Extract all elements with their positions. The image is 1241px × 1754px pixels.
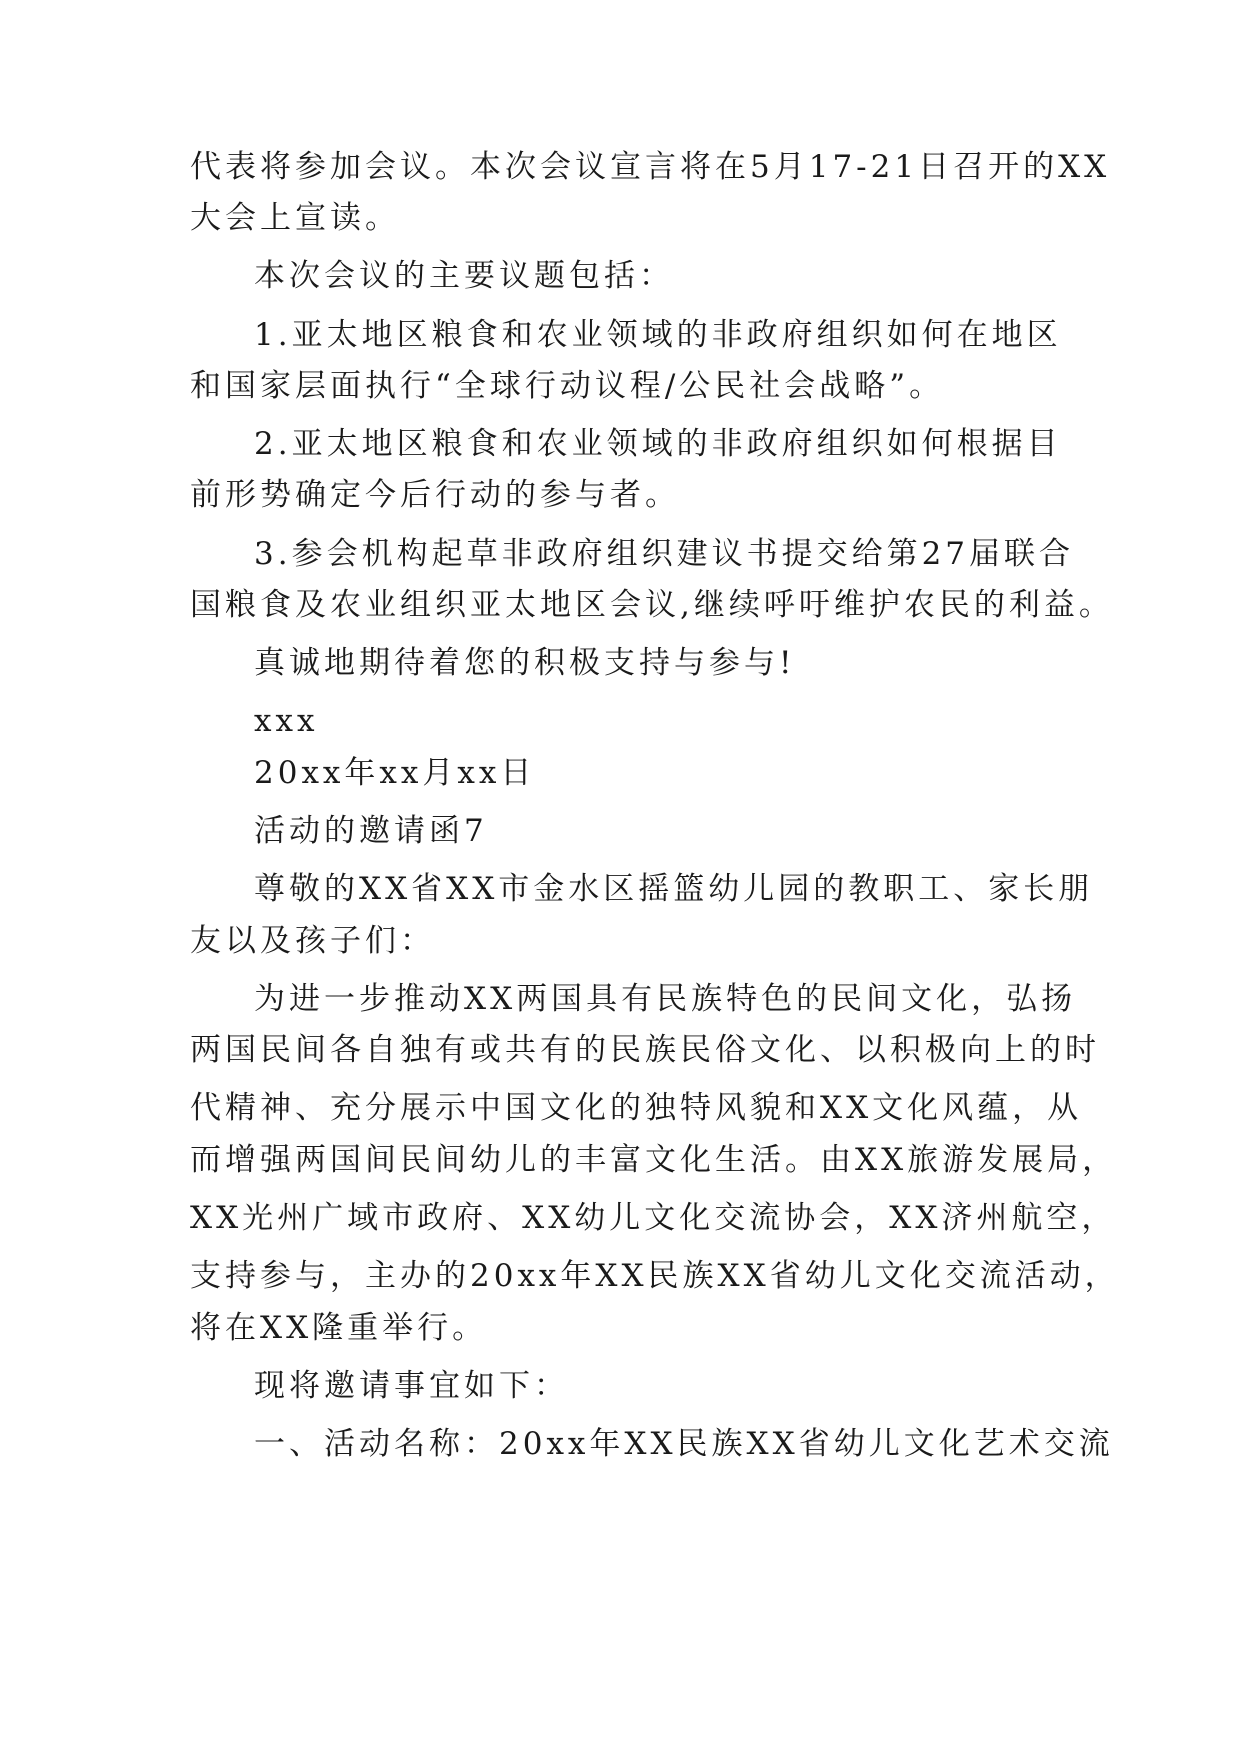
- text-line: 3.参会机构起草非政府组织建议书提交给第27届联合: [254, 536, 1075, 572]
- text-line: 现将邀请事宜如下：: [254, 1368, 569, 1404]
- text-line: 真诚地期待着您的积极支持与参与!: [254, 645, 796, 681]
- text-line: 两国民间各自独有或共有的民族民俗文化、以积极向上的时: [190, 1032, 1100, 1068]
- text-line: 将在XX隆重举行。: [190, 1310, 488, 1346]
- text-line: 友以及孩子们：: [190, 923, 435, 959]
- text-line: XX光州广域市政府、XX幼儿文化交流协会，XX济州航空，: [190, 1200, 1117, 1236]
- text-line: 2.亚太地区粮食和农业领域的非政府组织如何根据目: [254, 426, 1062, 462]
- text-line: 为进一步推动XX两国具有民族特色的民间文化，弘扬: [254, 981, 1077, 1017]
- text-line: 一、活动名称：20xx年XX民族XX省幼儿文化艺术交流: [254, 1426, 1114, 1462]
- text-line: 和国家层面执行“全球行动议程/公民社会战略”。: [190, 368, 945, 404]
- text-line: 而增强两国间民间幼儿的丰富文化生活。由XX旅游发展局，: [190, 1142, 1118, 1178]
- text-line: 国粮食及农业组织亚太地区会议,继续呼吁维护农民的利益。: [190, 587, 1114, 623]
- text-line: 20xx年xx月xx日: [254, 755, 536, 791]
- text-line: 尊敬的XX省XX市金水区摇篮幼儿园的教职工、家长朋: [254, 871, 1094, 907]
- text-line: xxx: [254, 703, 319, 739]
- text-line: 代表将参加会议。本次会议宣言将在5月17-21日召开的XX: [190, 149, 1111, 185]
- text-line: 1.亚太地区粮食和农业领域的非政府组织如何在地区: [254, 317, 1062, 353]
- text-line: 活动的邀请函7: [254, 813, 488, 849]
- text-line: 前形势确定今后行动的参与者。: [190, 477, 680, 513]
- text-line: 支持参与，主办的20xx年XX民族XX省幼儿文化交流活动，: [190, 1258, 1120, 1294]
- text-line: 大会上宣读。: [190, 200, 400, 236]
- text-line: 本次会议的主要议题包括：: [254, 258, 674, 294]
- text-line: 代精神、充分展示中国文化的独特风貌和XX文化风蕴，从: [190, 1090, 1083, 1126]
